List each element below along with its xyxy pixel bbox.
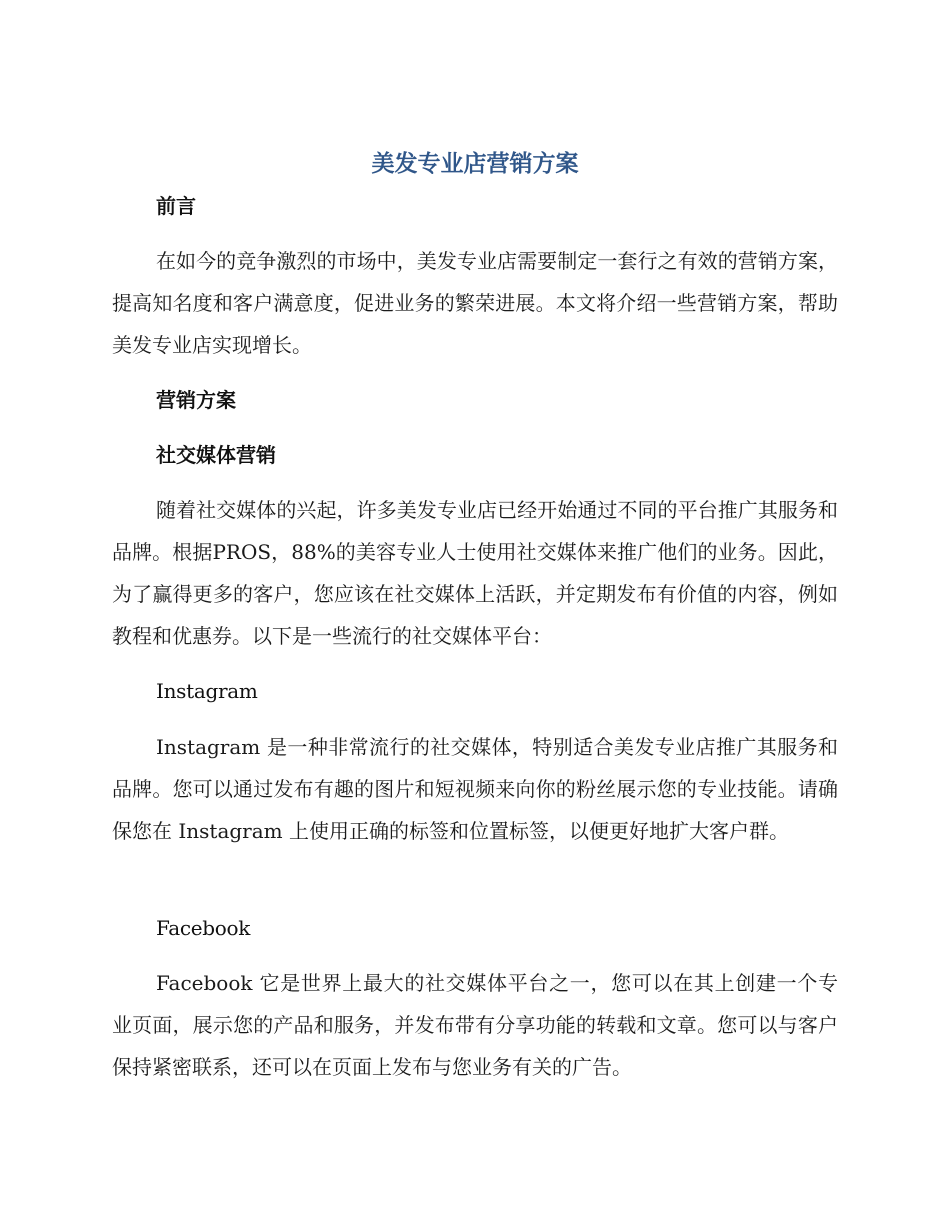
heading-preface: 前言 [156, 194, 196, 218]
paragraph-facebook: Facebook 它是世界上最大的社交媒体平台之一，您可以在其上创建一个专业页面，展示您的产品和服务，并发布带有分享功能的转载和文章。您可以与客户保持紧密联系，还可以在页面上发布与您业务有关的广告。 [112, 971, 838, 1079]
document-title: 美发专业店营销方案 [371, 151, 579, 177]
paragraph-instagram: Instagram 是一种非常流行的社交媒体，特别适合美发专业店推广其服务和品牌。您可以通过发布有趣的图片和短视频来向你的粉丝展示您的专业技能。请确保您在 Instagram 上使用正确的标签和位置标签，以便更好地扩大客户群。 [112, 735, 838, 843]
heading-social-media-marketing: 社交媒体营销 [156, 443, 276, 467]
paragraph-preface: 在如今的竞争激烈的市场中，美发专业店需要制定一套行之有效的营销方案，提高知名度和客户满意度，促进业务的繁荣进展。本文将介绍一些营销方案，帮助美发专业店实现增长。 [112, 249, 838, 357]
heading-facebook: Facebook [156, 916, 251, 940]
heading-marketing-plan: 营销方案 [156, 388, 236, 412]
paragraph-social-media: 随着社交媒体的兴起，许多美发专业店已经开始通过不同的平台推广其服务和品牌。根据PROS，88%的美容专业人士使用社交媒体来推广他们的业务。因此，为了赢得更多的客户，您应该在社交媒体上活跃，并定期发布有价值的内容，例如教程和优惠券。以下是一些流行的社交媒体平台： [112, 498, 838, 648]
heading-instagram: Instagram [156, 679, 258, 703]
